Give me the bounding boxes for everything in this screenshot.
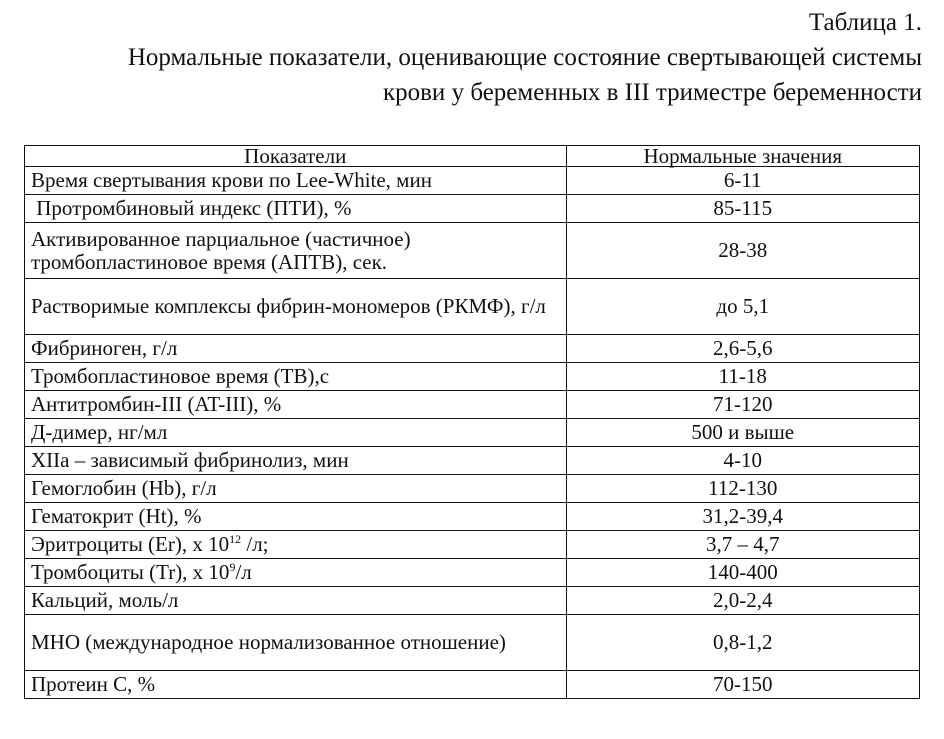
- normal-value: 2,0-2,4: [566, 587, 919, 615]
- normal-value: 2,6-5,6: [566, 335, 919, 363]
- column-header-normal-values: Нормальные значения: [566, 146, 919, 167]
- normal-value: 140-400: [566, 559, 919, 587]
- indicator-name: Фибриноген, г/л: [25, 335, 567, 363]
- exponent-superscript: 9: [229, 560, 236, 574]
- normal-value: 28-38: [566, 223, 919, 279]
- table-row: [25, 615, 920, 671]
- column-header-indicator: Показатели: [25, 146, 567, 167]
- normal-value: 11-18: [566, 363, 919, 391]
- table-row: [25, 503, 920, 531]
- normal-value: 31,2-39,4: [566, 503, 919, 531]
- indicator-name: [25, 559, 567, 587]
- normal-value: 0,8-1,2: [566, 615, 919, 671]
- normal-value: 4-10: [566, 447, 919, 475]
- indicator-name: Время свертывания крови по Lee-White, мин: [25, 167, 567, 195]
- indicator-name: Протеин С, %: [25, 671, 567, 699]
- indicator-name: Гемоглобин (Hb), г/л: [25, 475, 567, 503]
- indicator-name: Кальций, моль/л: [25, 587, 567, 615]
- exponent-superscript: 12: [229, 532, 242, 546]
- indicator-name-text: Эритроциты (Er), х 10: [31, 532, 230, 556]
- table-row: [25, 531, 920, 559]
- indicator-name: Растворимые комплексы фибрин-мономеров (РКМФ), г/л: [25, 279, 567, 335]
- coagulation-norms-table: [24, 145, 920, 699]
- table-row: [25, 223, 920, 279]
- table-row: [25, 419, 920, 447]
- table-row: [25, 391, 920, 419]
- indicator-unit-text: /л: [235, 560, 252, 584]
- indicator-name: Тромбопластиновое время (ТВ),с: [25, 363, 567, 391]
- normal-value: 85-115: [566, 195, 919, 223]
- indicator-name: Д-димер, нг/мл: [25, 419, 567, 447]
- caption-line-2: крови у беременных в III триместре беременности: [382, 79, 922, 106]
- table-row: [25, 587, 920, 615]
- table-row: [25, 475, 920, 503]
- table-row: [25, 335, 920, 363]
- normal-value: до 5,1: [566, 279, 919, 335]
- table-row: [25, 167, 920, 195]
- table-row: [25, 363, 920, 391]
- table-row: [25, 559, 920, 587]
- indicator-name: Гематокрит (Ht), %: [25, 503, 567, 531]
- indicator-name: МНО (международное нормализованное отношение): [25, 615, 567, 671]
- indicator-name: [25, 531, 567, 559]
- normal-value: 500 и выше: [566, 419, 919, 447]
- normal-value: 70-150: [566, 671, 919, 699]
- normal-value: 6-11: [566, 167, 919, 195]
- indicator-name: Антитромбин-III (AT-III), %: [25, 391, 567, 419]
- table-row: [25, 279, 920, 335]
- table-row: [25, 671, 920, 699]
- caption-line-1: Нормальные показатели, оценивающие состояние свертывающей системы: [127, 44, 922, 71]
- indicator-name: Активированное парциальное (частичное) тромбопластиновое время (АПТВ), сек.: [25, 223, 567, 279]
- normal-value: 71-120: [566, 391, 919, 419]
- table-row: [25, 195, 920, 223]
- table-caption: [2, 40, 922, 110]
- indicator-name-text: Тромбоциты (Tr), х 10: [31, 560, 230, 584]
- normal-value: 112-130: [566, 475, 919, 503]
- indicator-name: XIIa – зависимый фибринолиз, мин: [25, 447, 567, 475]
- normal-value: 3,7 – 4,7: [566, 531, 919, 559]
- table-row: [25, 447, 920, 475]
- indicator-name: Протромбиновый индекс (ПТИ), %: [25, 195, 567, 223]
- table-header-row: [25, 146, 920, 167]
- indicator-unit-text: /л;: [241, 532, 269, 556]
- table-number: Таблица 1.: [808, 9, 922, 36]
